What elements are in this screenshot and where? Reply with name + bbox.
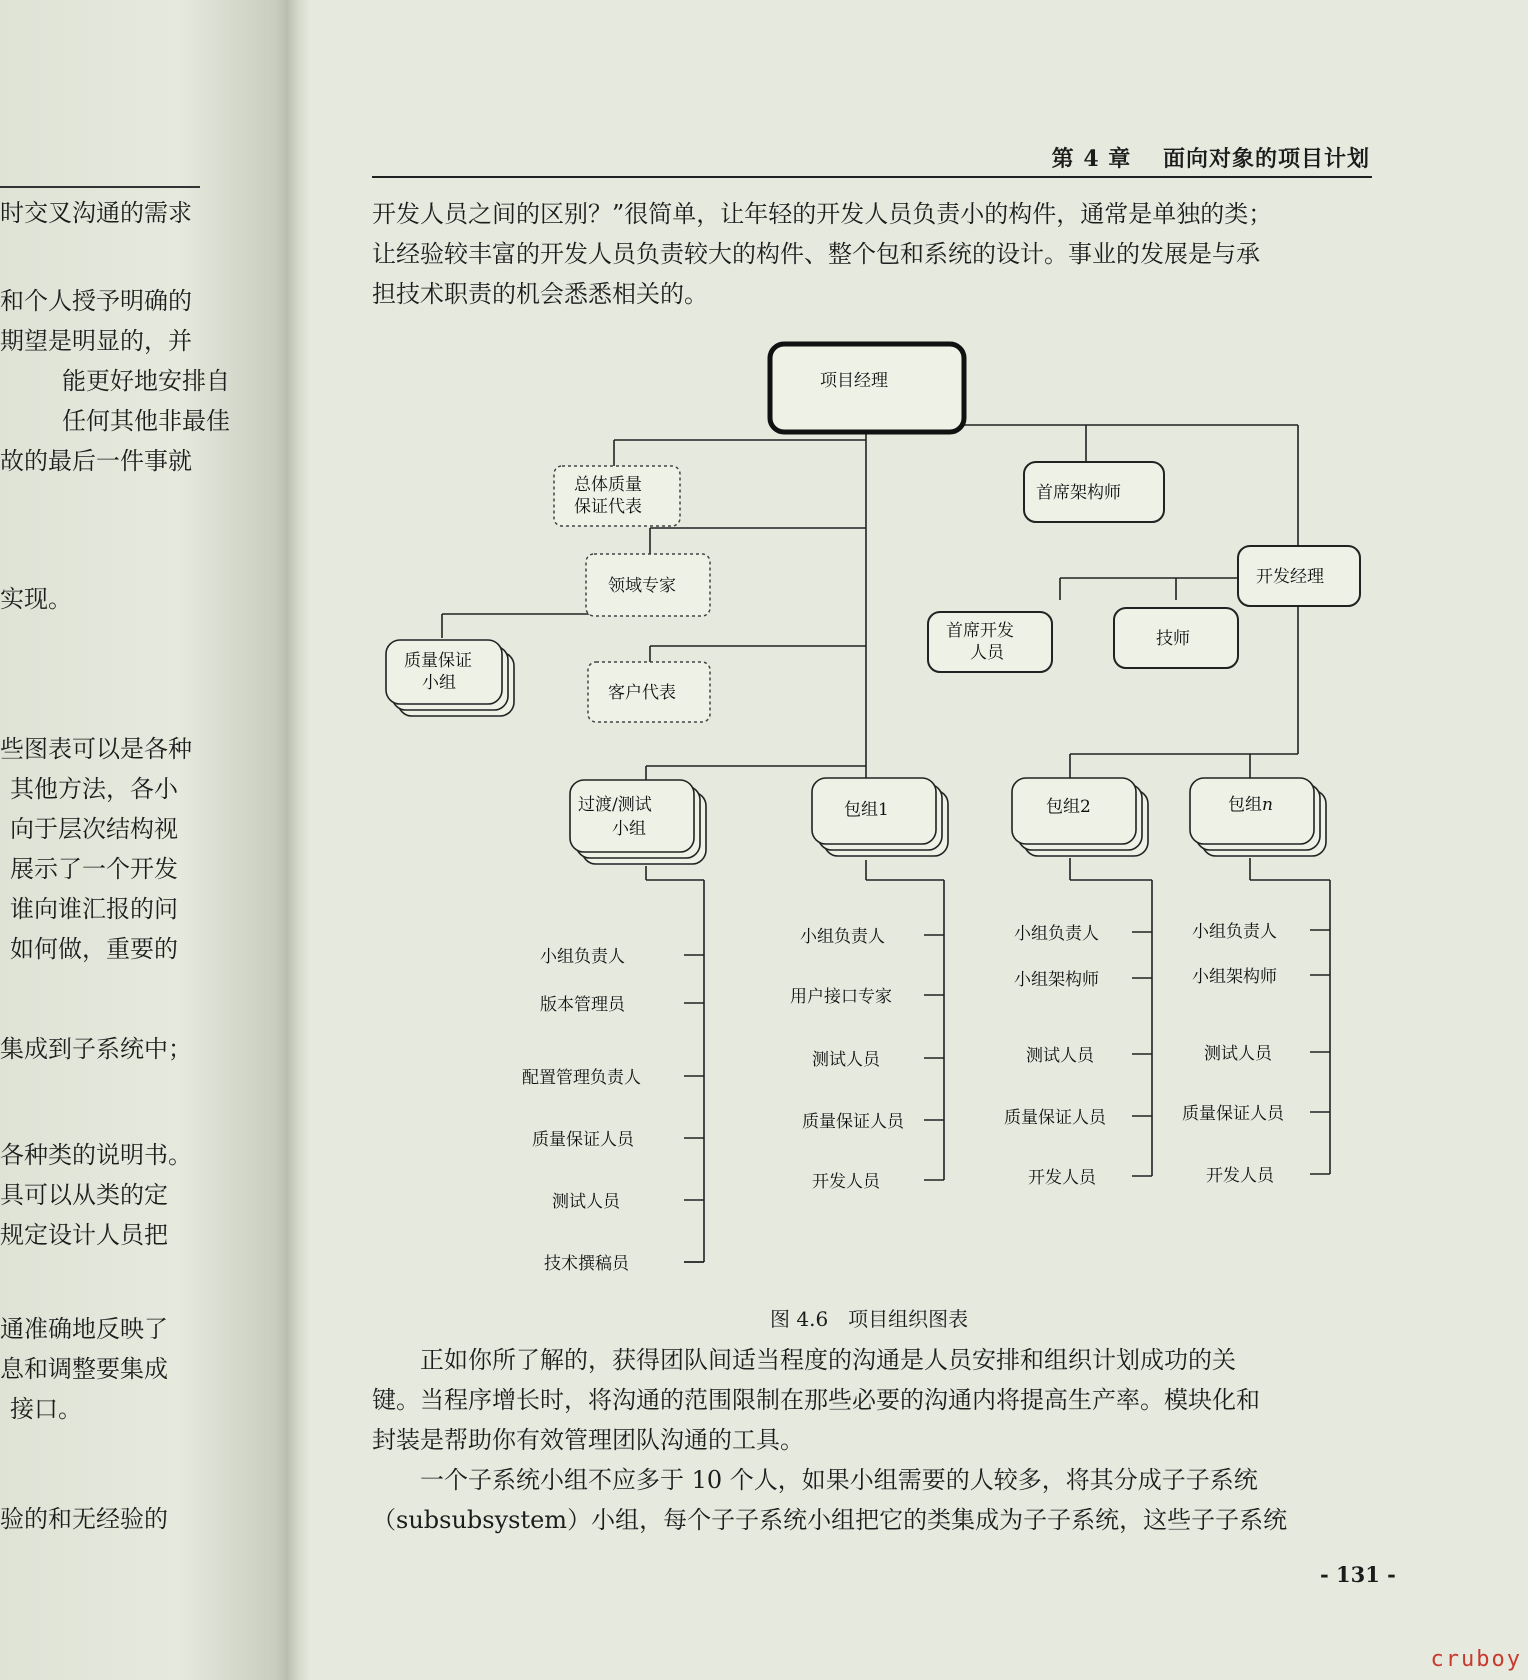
member-label: 测试人员 <box>552 1192 620 1212</box>
left-line: 具可以从类的定 <box>0 1181 168 1209</box>
left-line: 通准确地反映了 <box>0 1315 168 1343</box>
member-label: 质量保证人员 <box>802 1112 904 1132</box>
text-line: 让经验较丰富的开发人员负责较大的构件、整个包和系统的设计。事业的发展是与承 <box>372 240 1260 268</box>
left-line: 规定设计人员把 <box>0 1221 168 1249</box>
member-label: 用户接口专家 <box>790 987 892 1007</box>
node-label: 保证代表 <box>574 497 642 517</box>
node-label: 领域专家 <box>608 576 676 596</box>
package1-members <box>790 927 906 1192</box>
node-label: 开发经理 <box>1256 567 1324 587</box>
left-line: 和个人授予明确的 <box>0 287 192 315</box>
chapter-number: 第 4 章 <box>1051 146 1132 172</box>
node-label: 小组 <box>612 819 646 839</box>
node-package-1 <box>812 778 948 856</box>
node-package-n <box>1190 778 1326 856</box>
left-line: 能更好地安排自 <box>62 367 230 395</box>
member-label: 质量保证人员 <box>1182 1104 1284 1124</box>
node-label: 首席开发 <box>946 621 1014 641</box>
package2-members <box>1004 924 1108 1188</box>
packagen-members <box>1182 922 1286 1186</box>
left-line: 接口。 <box>10 1395 82 1423</box>
member-label: 小组负责人 <box>800 927 885 947</box>
node-customer-representative <box>588 662 710 722</box>
member-label: 质量保证人员 <box>1004 1108 1106 1128</box>
member-label: 小组架构师 <box>1192 967 1277 987</box>
node-package-2 <box>1012 778 1148 856</box>
node-dev-manager <box>1238 546 1360 606</box>
member-label: 小组负责人 <box>1192 922 1277 942</box>
member-label: 小组负责人 <box>540 947 625 967</box>
text-line: 一个子系统小组不应多于 10 个人，如果小组需要的人较多，将其分成子子系统 <box>420 1466 1258 1494</box>
text-line: （subsubsystem）小组，每个子子系统小组把它的类集成为子子系统，这些子子系统 <box>372 1506 1288 1534</box>
node-label: 总体质量 <box>574 475 642 495</box>
page-number: - 131 - <box>1320 1562 1396 1587</box>
watermark: cruboy <box>1430 1647 1522 1672</box>
text-line: 正如你所了解的，获得团队间适当程度的沟通是人员安排和组织计划成功的关 <box>420 1346 1236 1374</box>
node-label: 人员 <box>970 643 1004 663</box>
figure-caption: 图 4.6 项目组织图表 <box>770 1307 969 1331</box>
left-line: 展示了一个开发 <box>10 855 178 883</box>
left-line: 向于层次结构视 <box>10 815 178 843</box>
left-line: 息和调整要集成 <box>0 1355 168 1383</box>
left-line: 时交叉沟通的需求 <box>0 199 192 227</box>
left-line: 其他方法，各小 <box>10 775 178 803</box>
member-label: 测试人员 <box>1026 1046 1094 1066</box>
node-label: 质量保证 <box>404 651 472 671</box>
member-label: 开发人员 <box>1206 1166 1274 1186</box>
member-label: 版本管理员 <box>540 995 625 1015</box>
node-domain-expert <box>586 554 710 616</box>
text-line: 开发人员之间的区别？”很简单，让年轻的开发人员负责小的构件，通常是单独的类； <box>372 200 1273 228</box>
member-label: 配置管理负责人 <box>522 1068 641 1088</box>
member-label: 测试人员 <box>1204 1044 1272 1064</box>
node-project-manager <box>770 344 964 432</box>
member-label: 小组架构师 <box>1014 970 1099 990</box>
left-line: 验的和无经验的 <box>0 1505 168 1533</box>
node-label: 首席架构师 <box>1036 483 1121 503</box>
member-label: 质量保证人员 <box>532 1130 634 1150</box>
node-technician <box>1114 608 1238 668</box>
member-label: 小组负责人 <box>1014 924 1099 944</box>
left-line: 实现。 <box>0 585 72 613</box>
node-label: 过渡/测试 <box>578 795 652 815</box>
text-line: 担技术职责的机会悉悉相关的。 <box>372 280 708 308</box>
left-line: 故的最后一件事就 <box>0 447 192 475</box>
left-line: 任何其他非最佳 <box>62 407 230 435</box>
node-chief-architect <box>1024 462 1164 522</box>
member-label: 技术撰稿员 <box>544 1254 629 1274</box>
node-qa-team <box>386 640 514 716</box>
node-transition-test-team <box>570 780 706 864</box>
left-line: 如何做，重要的 <box>10 935 178 963</box>
node-label: 客户代表 <box>608 683 676 703</box>
left-line: 各种类的说明书。 <box>0 1141 192 1169</box>
left-line: 集成到子系统中； <box>0 1035 192 1063</box>
node-label: 包组2 <box>1046 797 1091 817</box>
text-line: 键。当程序增长时，将沟通的范围限制在那些必要的沟通内将提高生产率。模块化和 <box>372 1386 1260 1414</box>
left-line: 期望是明显的，并 <box>0 327 192 355</box>
left-line: 谁向谁汇报的问 <box>10 895 178 923</box>
node-label: 包组1 <box>844 800 889 820</box>
member-label: 开发人员 <box>1028 1168 1096 1188</box>
chapter-title: 面向对象的项目计划 <box>1162 146 1370 172</box>
member-label: 测试人员 <box>812 1050 880 1070</box>
node-qa-representative <box>554 466 680 526</box>
transition-members <box>522 947 641 1274</box>
node-chief-developer <box>928 612 1052 672</box>
node-label: 项目经理 <box>820 371 888 391</box>
node-label: 小组 <box>422 673 456 693</box>
text-line: 封装是帮助你有效管理团队沟通的工具。 <box>372 1426 804 1454</box>
node-label: 技师 <box>1156 629 1190 649</box>
left-line: 些图表可以是各种 <box>0 735 192 763</box>
paragraph-bottom <box>372 1340 1392 1540</box>
member-label: 开发人员 <box>812 1172 880 1192</box>
node-label: 包组n <box>1228 795 1273 815</box>
